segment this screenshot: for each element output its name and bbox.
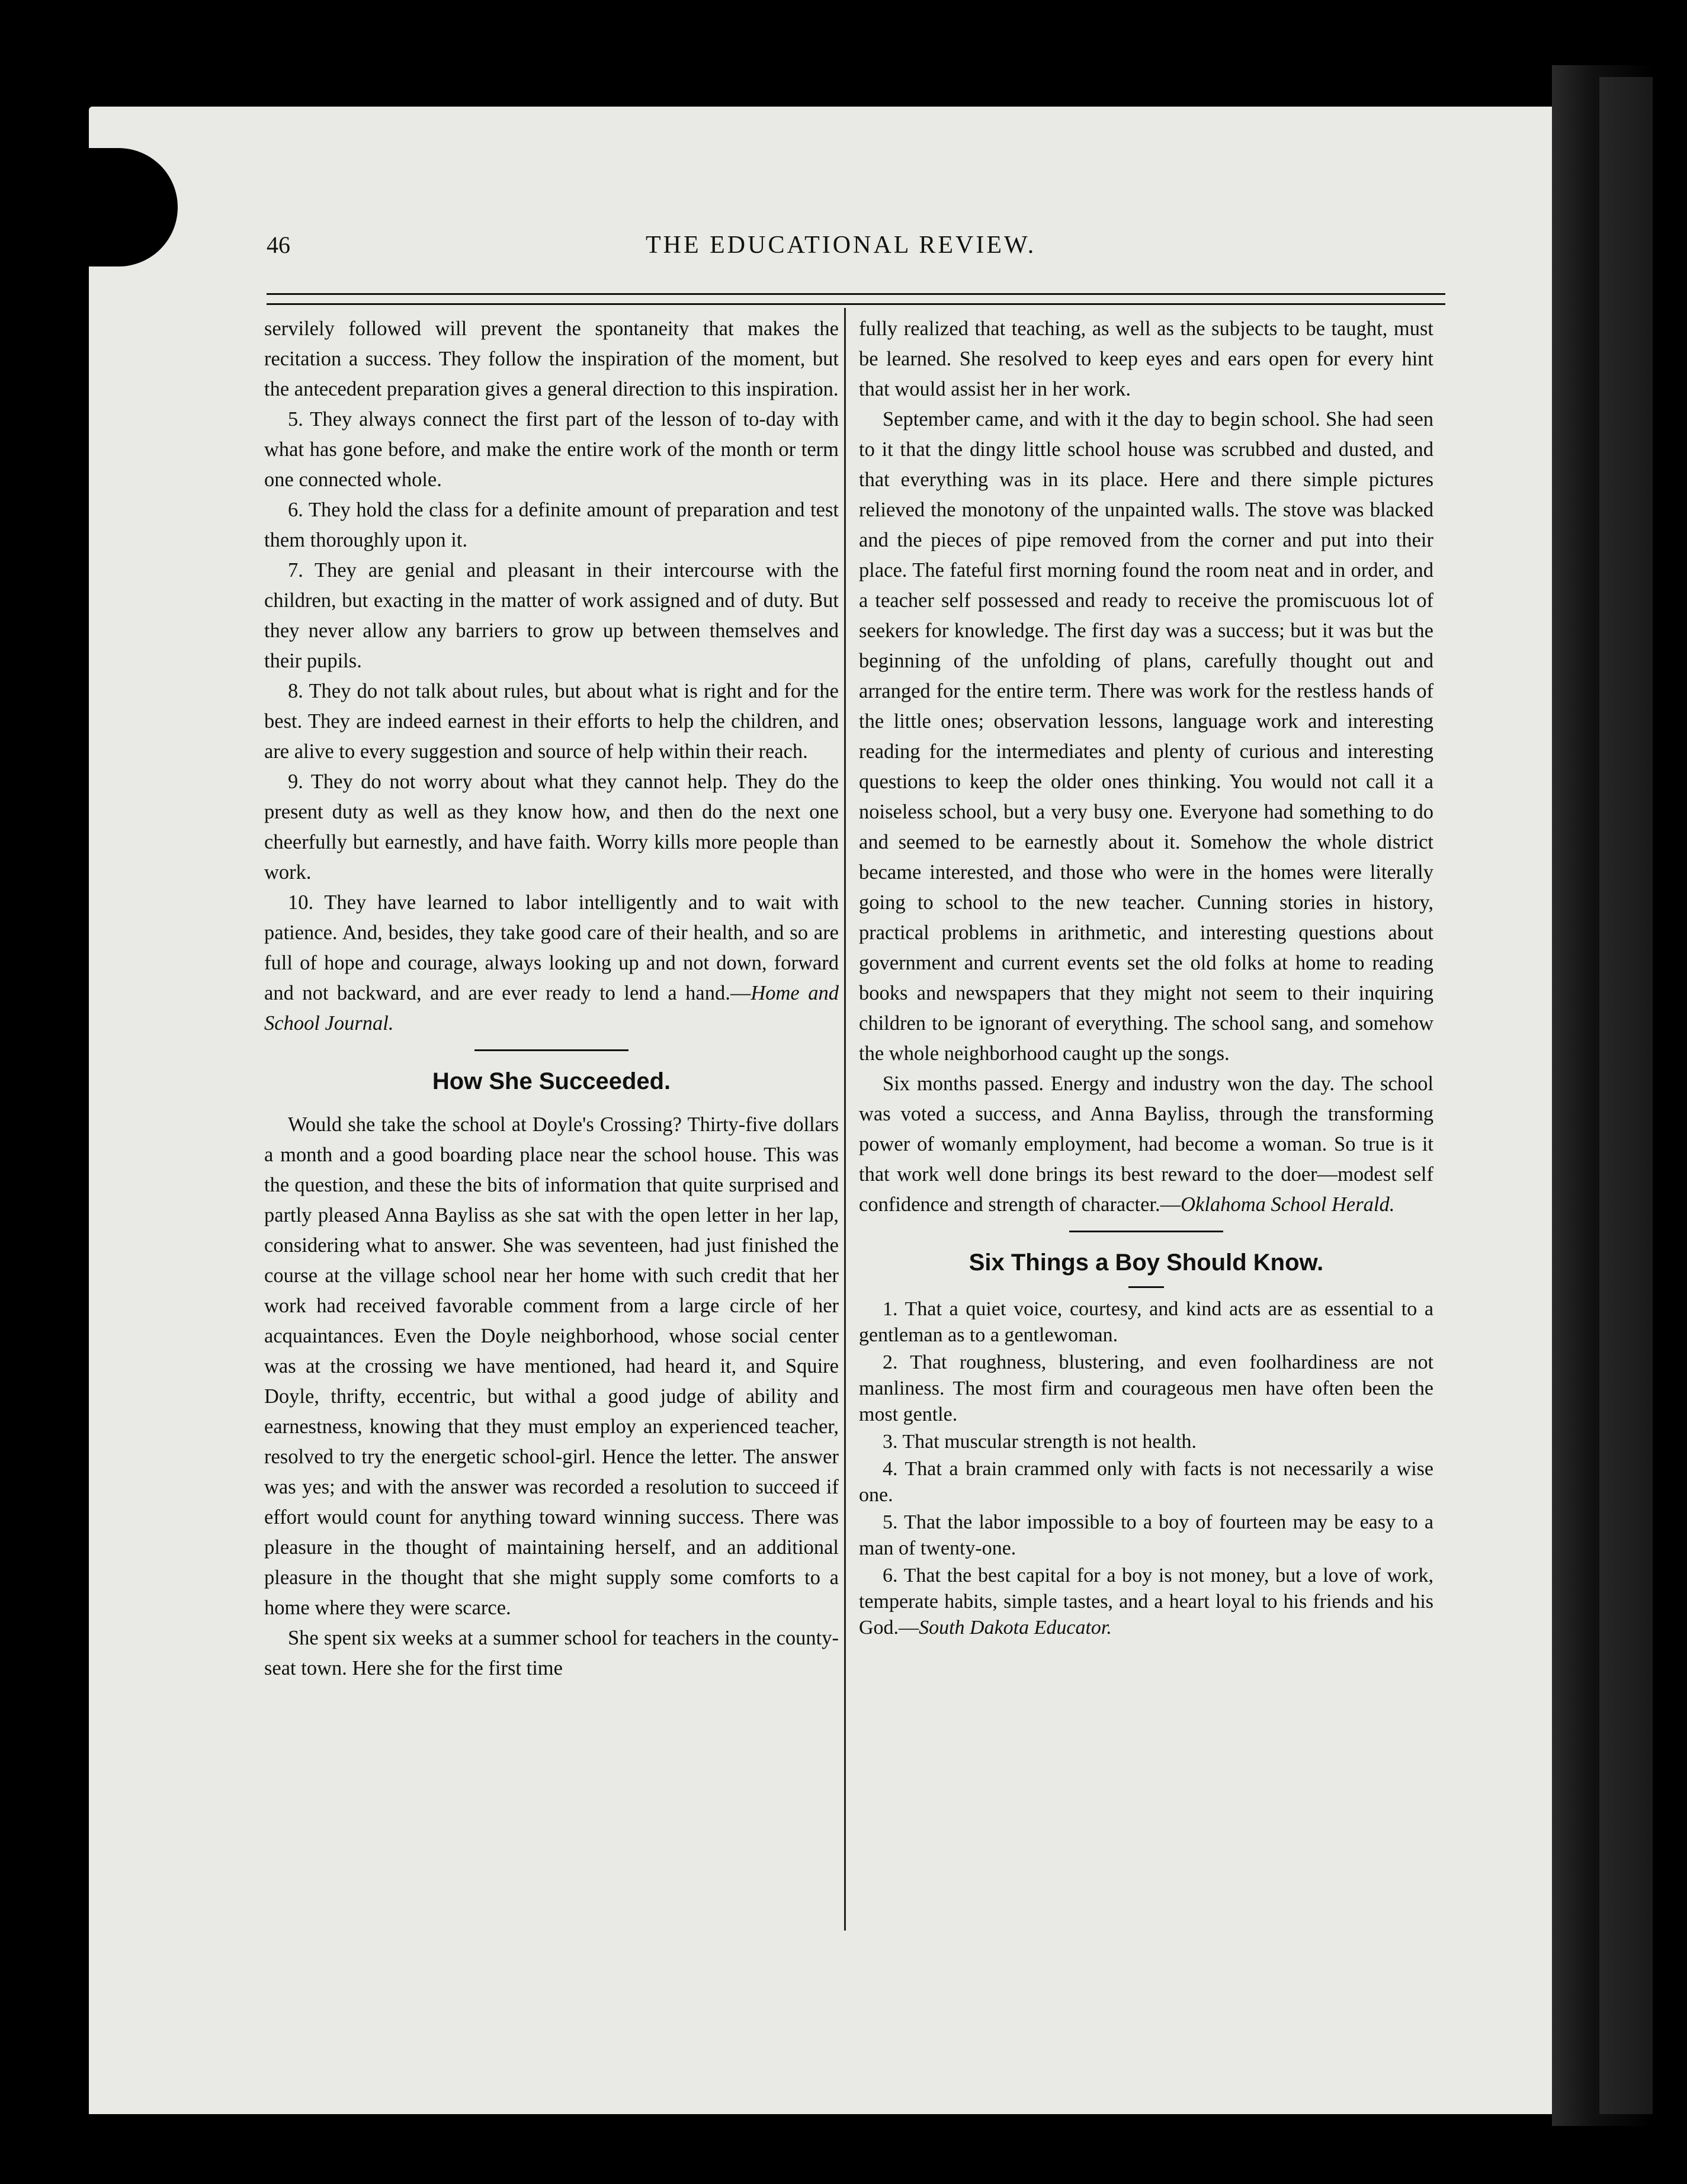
paragraph: 7. They are genial and pleasant in their intercourse with the children, but exacting in the matter of work assigned and of duty. But they never allow any barriers to grow up between themselves and their pupils. — [264, 559, 839, 672]
right-column — [859, 314, 1433, 1642]
list-item: 5. That the labor impossible to a boy of fourteen may be easy to a man of twenty-one. — [859, 1511, 1433, 1559]
page-edge — [1599, 77, 1653, 2114]
source-credit: Oklahoma School Herald. — [1181, 1193, 1395, 1216]
section-rule — [474, 1049, 628, 1051]
journal-title: THE EDUCATIONAL REVIEW. — [646, 232, 1037, 259]
title-underline — [1128, 1286, 1164, 1288]
numbered-list — [859, 1296, 1433, 1641]
source-credit: Home and School Journal. — [264, 982, 839, 1035]
list-item — [859, 1563, 1433, 1641]
paragraph — [264, 888, 839, 1039]
section-rule — [1069, 1231, 1223, 1232]
paragraph: 5. They always connect the first part of the lesson of to-day with what has gone before, and make the entire work of the month or term one connected whole. — [264, 408, 839, 491]
paragraph-text: 10. They have learned to labor intelligently and to wait with patience. And, besides, they take good care of their health, and so are full of hope and courage, always looking up and not down, forward and not backward, and are ever ready to lend a hand.— — [264, 891, 839, 1004]
paragraph: She spent six weeks at a summer school for teachers in the county-seat town. Here she for the first time — [264, 1627, 839, 1679]
list-item: 2. That roughness, blustering, and even foolhardiness are not manliness. The most firm and courageous men have often been the most gentle. — [859, 1351, 1433, 1425]
paragraph: fully realized that teaching, as well as the subjects to be taught, must be learned. She resolved to keep eyes and ears open for every hint that would assist her in her work. — [859, 317, 1433, 400]
left-column — [264, 314, 839, 1684]
column-divider — [844, 308, 846, 1931]
header-rule — [267, 293, 1445, 305]
source-credit: South Dakota Educator. — [919, 1617, 1112, 1639]
section-title: How She Succeeded. — [432, 1068, 671, 1094]
paragraph — [859, 1069, 1433, 1220]
section-title: Six Things a Boy Should Know. — [968, 1250, 1324, 1276]
paragraph-text: Six months passed. Energy and industry won the day. The school was voted a success, and Anna Bayliss, through the transforming power of womanly employment, had become a woman. So true is it that work well done brings its best reward to the doer—modest self confidence and strength of character.— — [859, 1072, 1433, 1216]
paragraph: 8. They do not talk about rules, but about what is right and for the best. They are indeed earnest in their efforts to help the children, and are alive to every suggestion and source of help within their reach. — [264, 680, 839, 763]
list-item: 3. That muscular strength is not health. — [883, 1431, 1197, 1453]
paragraph: 9. They do not worry about what they cannot help. They do the present duty as well as they know how, and then do the next one cheerfully but earnestly, and have faith. Worry kills more people than work. — [264, 770, 839, 884]
paragraph: September came, and with it the day to begin school. She had seen to it that the dingy little school house was scrubbed and dusted, and that everything was in its place. Here and there simple pictures relieved the monotony of the unpainted walls. The stove was blacked and the pieces of pipe removed from the corner and put into their place. The fateful first morning found the room neat and in order, and a teacher self possessed and ready to receive the promiscuous lot of seekers for knowledge. The first day was a success; but it was but the beginning of the unfolding of plans, carefully thought out and arranged for the entire term. There was work for the restless hands of the little ones; observation lessons, language work and interesting reading for the intermediates and plenty of curious and interesting questions to keep the older ones thinking. You would not call it a noiseless school, but a very busy one. Everyone had something to do and seemed to be earnestly about it. Somehow the whole district became interested, and those who were in the homes were literally going to school to the new teacher. Cunning stories in history, practical problems in arithmetic, and interesting questions about government and current events set the old folks at home to reading books and newspapers that they might not seem to their inquiring children to be ignorant of everything. The school sang, and somehow the whole neighborhood caught up the songs. — [859, 408, 1433, 1065]
list-item-text: 6. That the best capital for a boy is not money, but a love of work, temperate habits, simple tastes, and a heart loyal to his friends and his God.— — [859, 1565, 1433, 1639]
paragraph: Would she take the school at Doyle's Crossing? Thirty-five dollars a month and a good boarding place near the school house. This was the question, and these the bits of information that quite surprised and partly pleased Anna Bayliss as she sat with the open letter in her lap, considering what to answer. She was seventeen, had just finished the course at the village school near her home with such credit that her work had received favorable comment from a large circle of her acquaintances. Even the Doyle neighborhood, whose social center was at the crossing we have mentioned, had heard it, and Squire Doyle, thrifty, eccentric, but withal a good judge of ability and earnestness, knowing that they must employ an experienced teacher, resolved to try the energetic school-girl. Hence the letter. The answer was yes; and with the answer was recorded a resolution to succeed if effort would count for anything toward winning success. There was pleasure in the thought of maintaining herself, and an additional pleasure in the thought that she might supply some comforts to a home where they were scarce. — [264, 1113, 839, 1619]
paragraph: 6. They hold the class for a definite amount of preparation and test them thoroughly upon it. — [264, 499, 839, 551]
page-number: 46 — [267, 232, 290, 258]
list-item: 4. That a brain crammed only with facts is not necessarily a wise one. — [859, 1458, 1433, 1506]
paragraph: servilely followed will prevent the spontaneity that makes the recitation a success. They follow the inspiration of the moment, but the antecedent preparation gives a general direction to this inspiration. — [264, 317, 839, 400]
page-header — [267, 231, 1451, 278]
list-item: 1. That a quiet voice, courtesy, and kind acts are as essential to a gentleman as to a gentlewoman. — [859, 1298, 1433, 1346]
